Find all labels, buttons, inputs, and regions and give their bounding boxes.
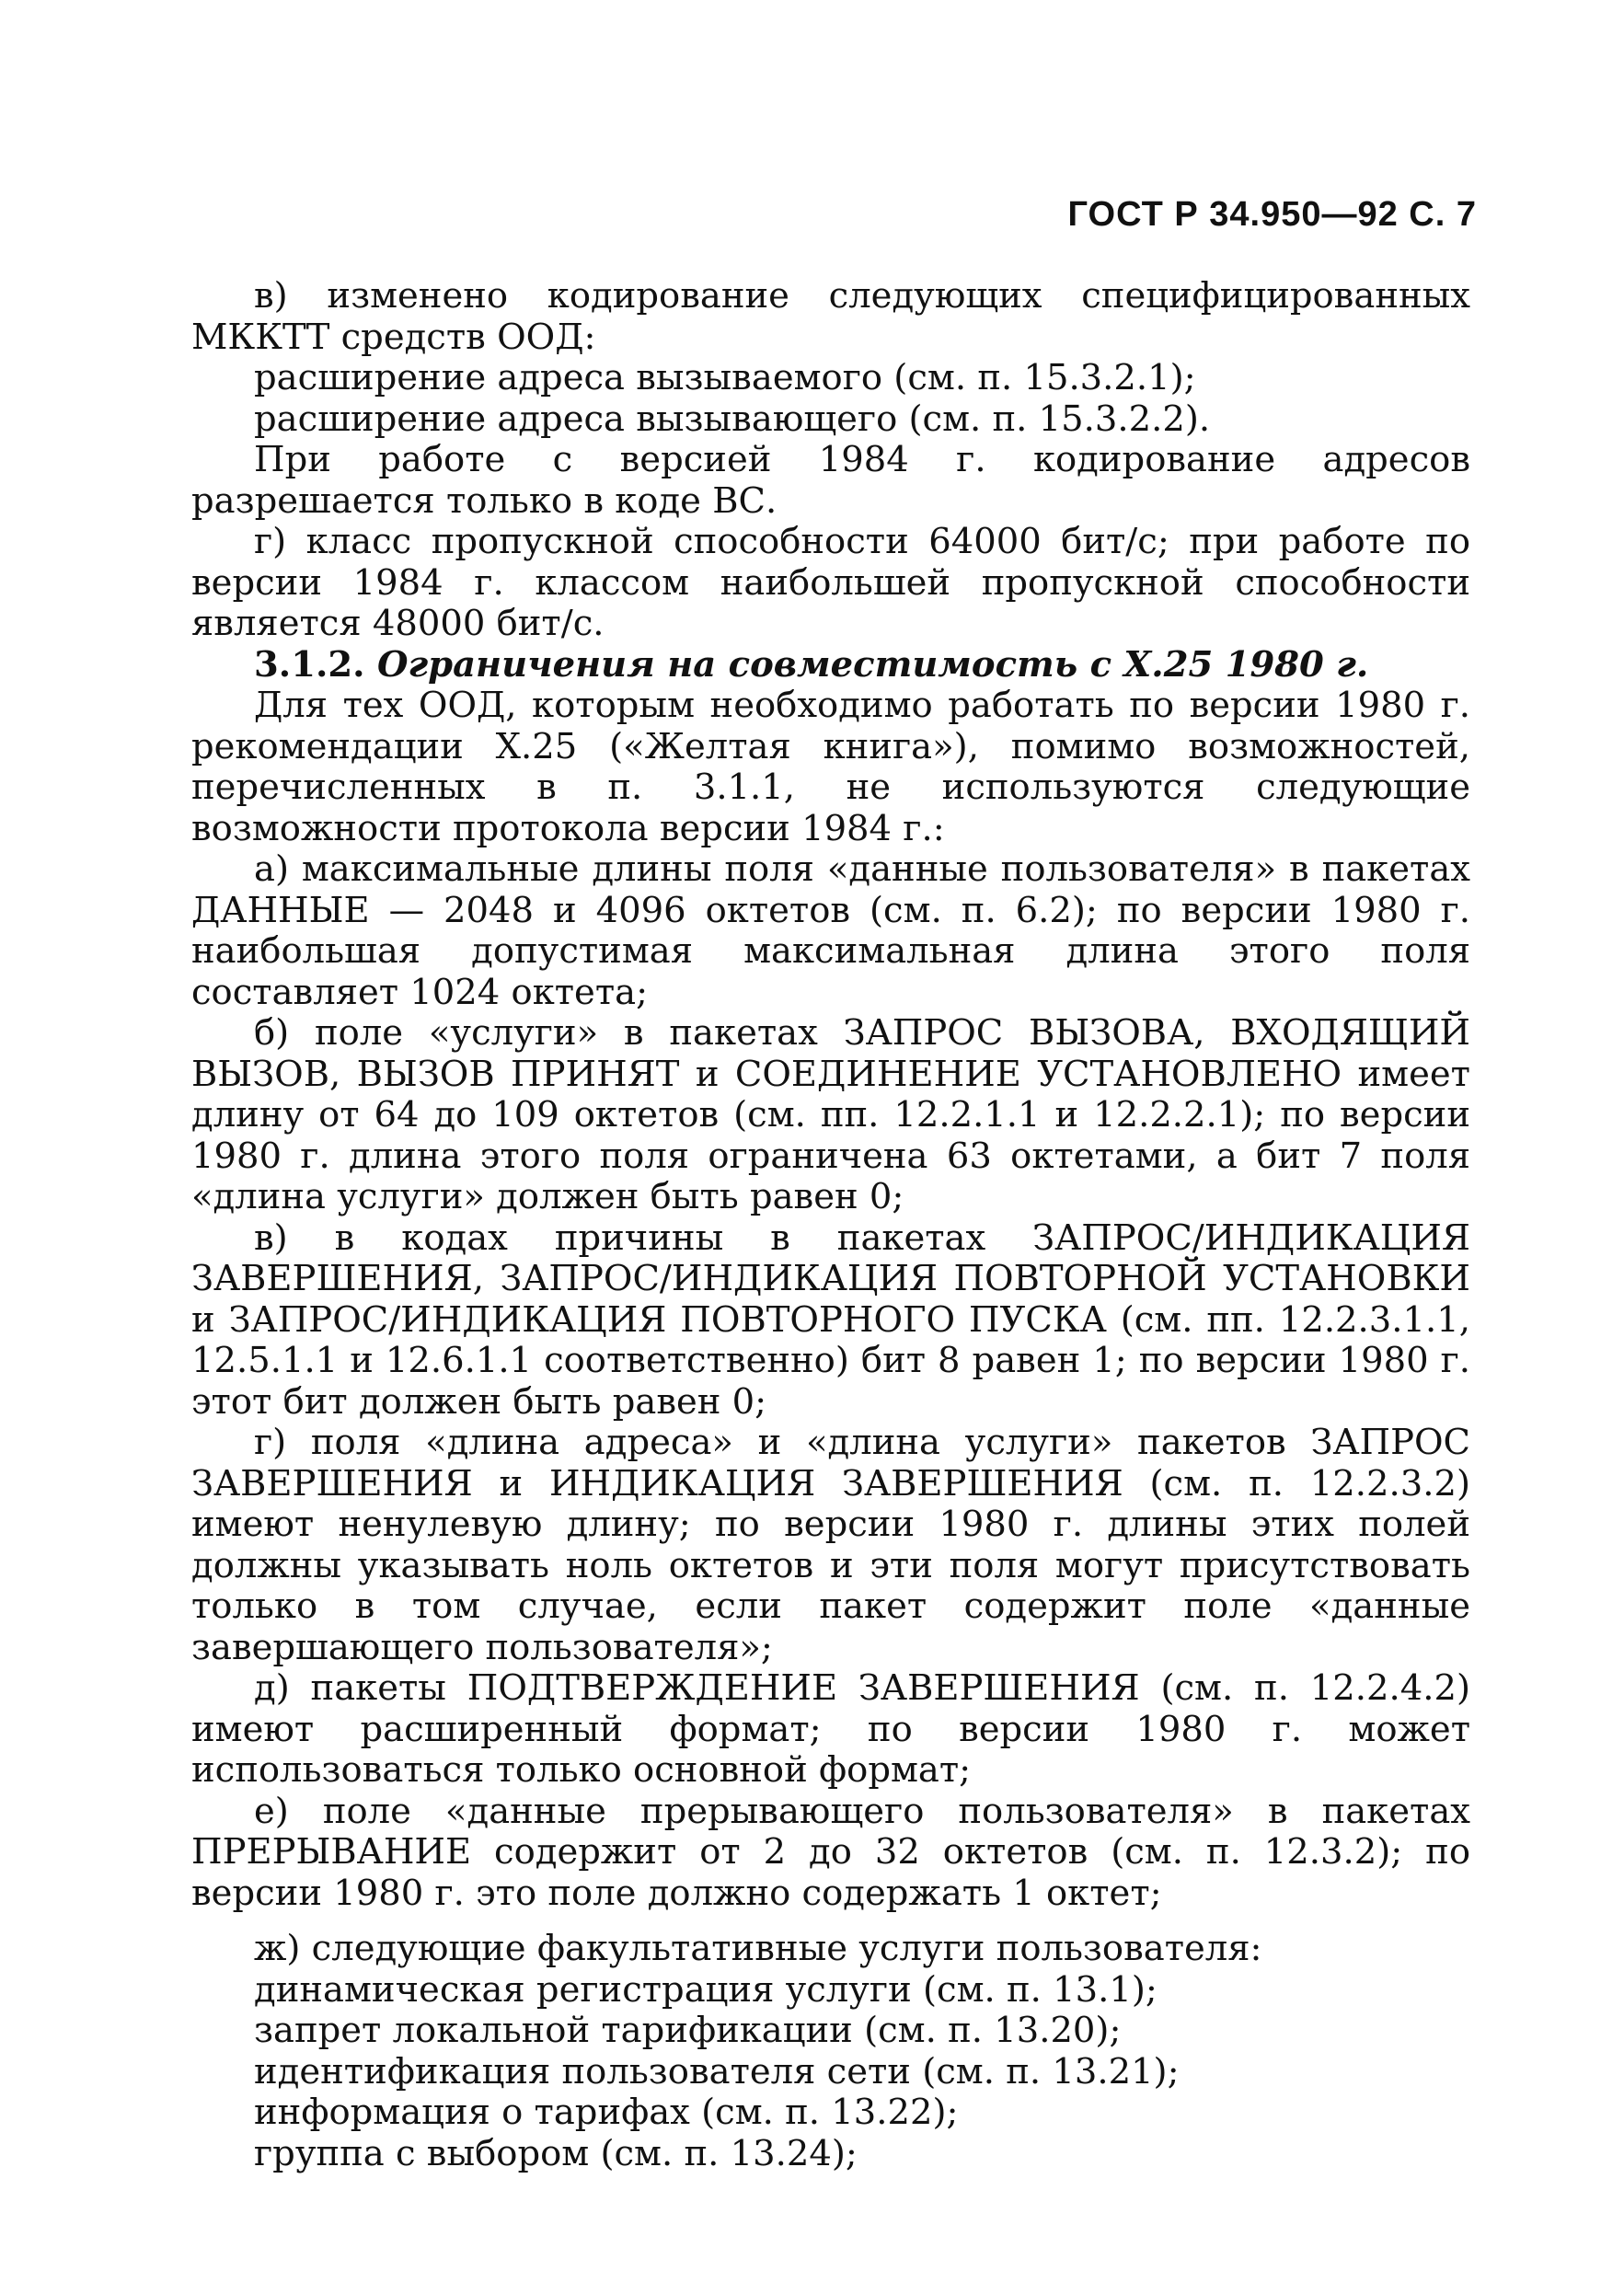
paragraph-item-e: е) поле «данные прерывающего пользователя» в пакетах ПРЕРЫВАНИЕ содержит от 2 до 32 октетов (см. п. 12.3.2); по версии 1980 г. это поле должно содержать 1 октет; [191,1790,1470,1914]
section-heading [191,645,1470,686]
list-item: расширение адреса вызывающего (см. п. 15.3.2.2). [254,398,1211,440]
paragraph-1984-encoding: При работе с версией 1984 г. кодирование адресов разрешается только в коде ВС. [191,439,1470,522]
list-item: идентификация пользователя сети (см. п. 13.21); [254,2050,1180,2092]
paragraph-throughput-class: г) класс пропускной способности 64000 бит/с; при работе по версии 1984 г. классом наибольшей пропускной способности является 48000 бит/с. [191,521,1470,644]
list-item: динамическая регистрация услуги (см. п. 13.1); [254,1968,1158,2011]
paragraph-item-d: д) пакеты ПОДТВЕРЖДЕНИЕ ЗАВЕРШЕНИЯ (см. п. 12.2.4.2) имеют расширенный формат; по версии 1980 г. может использоваться только основной формат; [191,1667,1470,1791]
section-intro: Для тех ООД, которым необходимо работать по версии 1980 г. рекомендации Х.25 («Желтая книга»), помимо возможностей, перечисленных в п. 3.1.1, не используются следующие возможности протокола версии 1984 г.: [191,685,1470,849]
page-body [191,276,1470,2174]
paragraph-item-b: б) поле «услуги» в пакетах ЗАПРОС ВЫЗОВА, ВХОДЯЩИЙ ВЫЗОВ, ВЫЗОВ ПРИНЯТ и СОЕДИНЕНИЕ УСТАНОВЛЕНО имеет длину от 64 до 109 октетов (см. пп. 12.2.1.1 и 12.2.2.1); по версии 1980 г. длина этого поля ограничена 63 октетами, а бит 7 поля «длина услуги» должен быть равен 0; [191,1012,1470,1217]
list-item: группа с выбором (см. п. 13.24); [254,2132,858,2174]
list-item: информация о тарифах (см. п. 13.22); [254,2092,959,2133]
paragraph-item-v: в) в кодах причины в пакетах ЗАПРОС/ИНДИКАЦИЯ ЗАВЕРШЕНИЯ, ЗАПРОС/ИНДИКАЦИЯ ПОВТОРНОЙ УСТАНОВКИ и ЗАПРОС/ИНДИКАЦИЯ ПОВТОРНОГО ПУСКА (см. пп. 12.2.3.1.1, 12.5.1.1 и 12.6.1.1 соответственно) бит 8 равен 1; по версии 1980 г. этот бит должен быть равен 0; [191,1216,1470,1423]
section-title: Ограничения на совместимость с Х.25 1980 г. [376,643,1369,686]
spacer [191,1914,1470,1929]
paragraph-item-zh: ж) следующие факультативные услуги пользователя: [254,1928,1262,1969]
section-number: 3.1.2. [254,643,365,686]
paragraph-item-g: г) поля «длина адреса» и «длина услуги» пакетов ЗАПРОС ЗАВЕРШЕНИЯ и ИНДИКАЦИЯ ЗАВЕРШЕНИЯ (см. п. 12.2.3.2) имеют ненулевую длину; по версии 1980 г. длины этих полей должны указывать ноль октетов и эти поля могут присутствовать только в том случае, если пакет содержит поле «данные завершающего пользователя»; [191,1422,1470,1668]
list-item: запрет локальной тарификации (см. п. 13.20); [254,2010,1122,2051]
paragraph-item-a: а) максимальные длины поля «данные пользователя» в пакетах ДАННЫЕ — 2048 и 4096 октетов (см. п. 6.2); по версии 1980 г. наибольшая допустимая максимальная длина этого поля составляет 1024 октета; [191,848,1470,1013]
list-item: расширение адреса вызываемого (см. п. 15.3.2.1); [254,357,1196,398]
paragraph-encoding-changed: в) изменено кодирование следующих специфицированных МККТТ средств ООД: [191,275,1470,358]
page-header: ГОСТ Р 34.950—92 С. 7 [1067,195,1477,234]
